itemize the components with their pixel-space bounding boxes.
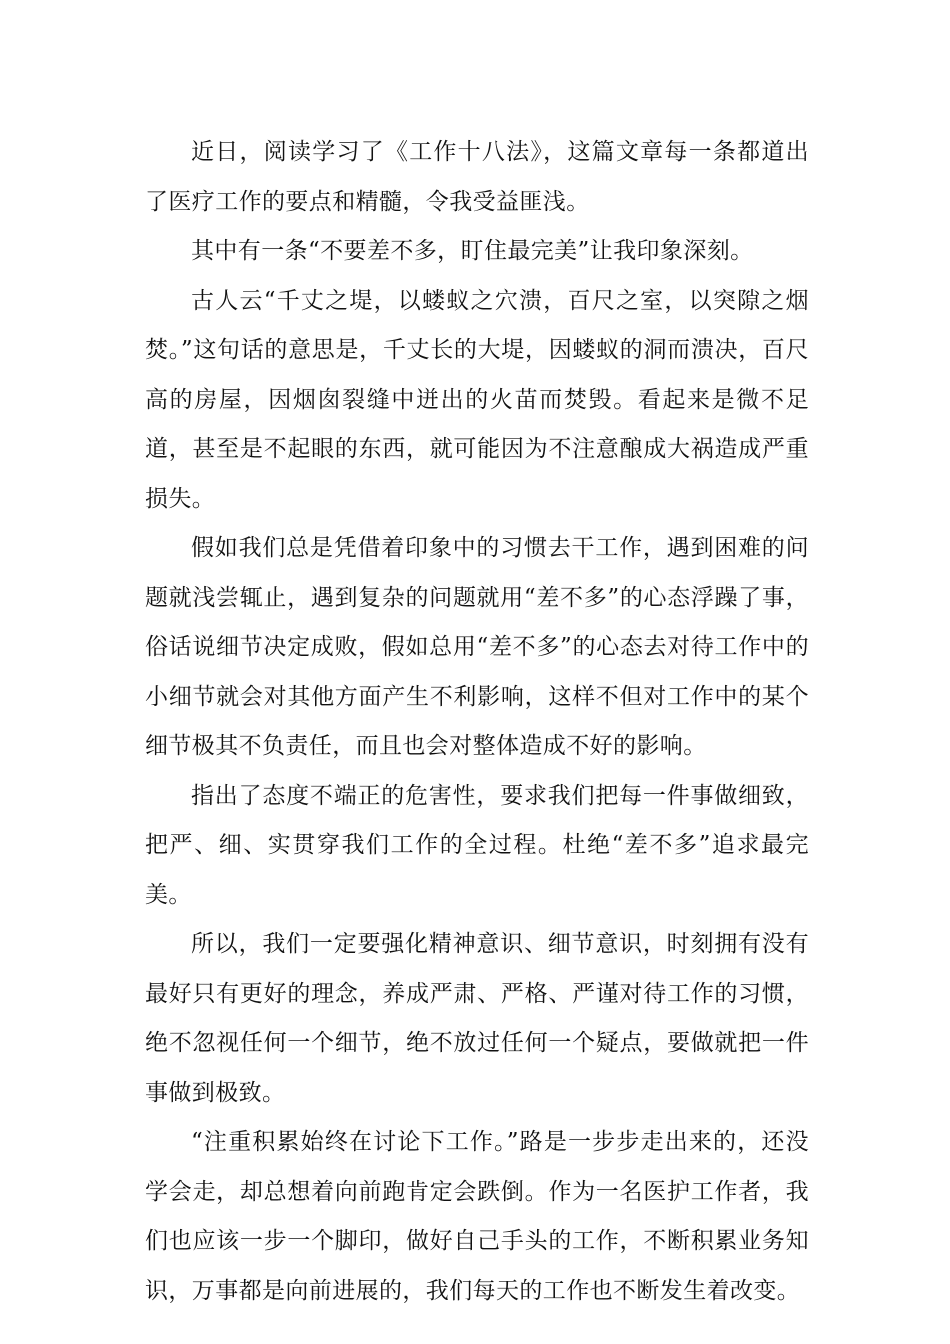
paragraph-4: 假如我们总是凭借着印象中的习惯去干工作，遇到困难的问题就浅尝辄止，遇到复杂的问题就用“差不多”的心态浮躁了事，俗话说细节决定成败，假如总用“差不多”的心态去对待工作中的小细节就会对其他方面产生不利影响，这样不但对工作中的某个细节极其不负责任，而且也会对整体造成不好的影响。 — [145, 535, 809, 759]
paragraph-3: 古人云“千丈之堤，以蝼蚁之穴溃，百尺之室，以突隙之烟焚。”这句话的意思是，千丈长的大堤，因蝼蚁的洞而溃决，百尺高的房屋，因烟囱裂缝中迸出的火苗而焚毁。看起来是微不足道，甚至是不起眼的东西，就可能因为不注意酿成大祸造成严重损失。 — [145, 287, 809, 512]
paragraph-2: 其中有一条“不要差不多，盯住最完美”让我印象深刻。 — [191, 238, 754, 264]
document-body — [145, 128, 809, 1316]
paragraph-7: “注重积累始终在讨论下工作。”路是一步步走出来的，还没学会走，却总想着向前跑肯定会跌倒。作为一名医护工作者，我们也应该一步一个脚印，做好自己手头的工作，不断积累业务知识，万事都是向前进展的，我们每天的工作也不断发生着改变。 — [145, 1129, 809, 1304]
paragraph-5: 指出了态度不端正的危害性，要求我们把每一件事做细致，把严、细、实贯穿我们工作的全过程。杜绝“差不多”追求最完美。 — [145, 782, 809, 908]
paragraph-1: 近日，阅读学习了《工作十八法》，这篇文章每一条都道出了医疗工作的要点和精髓，令我受益匪浅。 — [145, 139, 809, 215]
paragraph-6: 所以，我们一定要强化精神意识、细节意识，时刻拥有没有最好只有更好的理念，养成严肃、严格、严谨对待工作的习惯，绝不忽视任何一个细节，绝不放过任何一个疑点，要做就把一件事做到极致。 — [145, 931, 809, 1106]
